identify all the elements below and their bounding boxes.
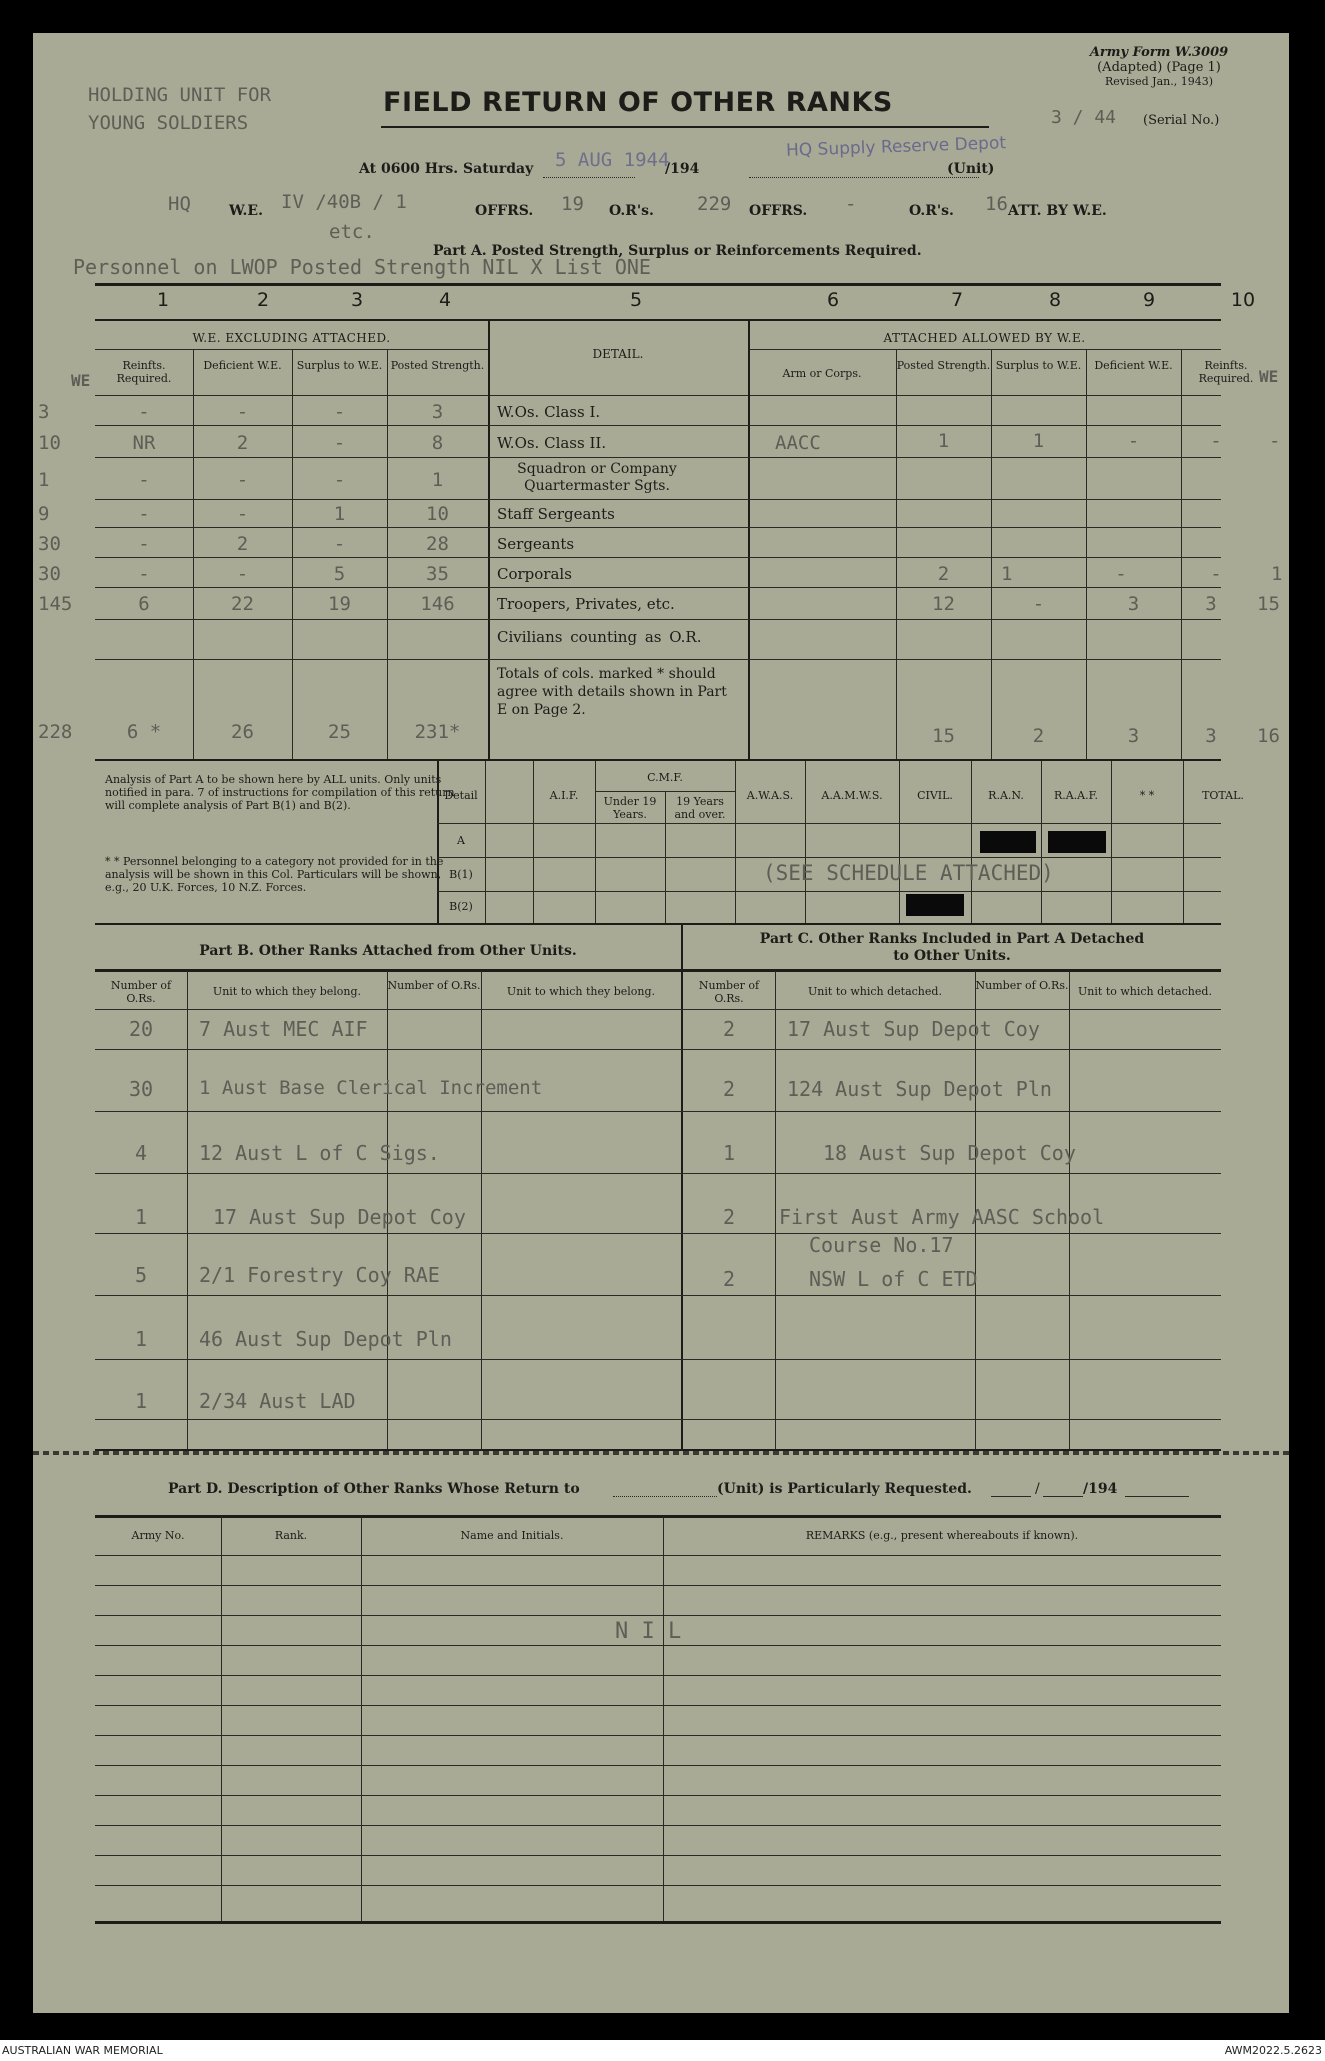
rule: [95, 1009, 1221, 1010]
row-b1-label: B(1): [449, 868, 473, 881]
cell: 146: [420, 593, 455, 615]
cell: 22: [231, 593, 254, 615]
detail-label: W.Os. Class II.: [497, 434, 607, 452]
rule: [663, 1517, 664, 1921]
rule: [95, 1885, 1221, 1886]
cell: -: [236, 503, 249, 525]
margin-we-left: WE: [71, 371, 91, 390]
part-c-num: 1: [722, 1141, 736, 1165]
cell: -: [138, 563, 150, 585]
part-c-num: 2: [722, 1205, 736, 1229]
form-paper: [33, 33, 1289, 2013]
rule: [437, 823, 1221, 824]
part-b-unit-header: Unit to which they belong.: [212, 985, 362, 998]
analysis-detail-header: Detail: [444, 789, 478, 802]
rule: [95, 395, 1221, 396]
serial-value: 3 / 44: [1051, 107, 1117, 128]
we-margin: 3: [38, 401, 50, 423]
detail-label: W.Os. Class I.: [497, 403, 601, 421]
part-c-num: 2: [722, 1017, 736, 1041]
part-d-slash: /: [1035, 1481, 1040, 1497]
hdr-att-surplus: Surplus to W.E.: [995, 359, 1082, 372]
holding-unit-stamp: [88, 81, 271, 137]
footer-institution: AUSTRALIAN WAR MEMORIAL: [2, 2044, 163, 2057]
detail-label: Staff Sergeants: [497, 505, 615, 523]
form-title: FIELD RETURN OF OTHER RANKS: [383, 87, 893, 118]
cell: 1: [1032, 430, 1045, 452]
rule: [95, 1705, 1221, 1706]
part-c-title: [683, 931, 1221, 965]
part-c-unit: Course No.17: [809, 1233, 954, 1257]
cell: -: [138, 401, 150, 423]
we-margin: 228: [38, 721, 73, 743]
rule: [533, 761, 534, 923]
ors-value: 229: [697, 193, 732, 215]
nil-entry: N I L: [615, 1619, 682, 1644]
ors-label: O.R's.: [609, 203, 654, 219]
rule: [95, 1111, 1221, 1112]
rule: [775, 971, 776, 1449]
army-form-block: [1043, 45, 1275, 88]
offrs-value: 19: [561, 193, 584, 215]
total-header: TOTAL.: [1202, 789, 1244, 802]
col-number: 1: [156, 289, 170, 311]
row-b2-label: B(2): [449, 900, 473, 913]
part-b-num: 5: [134, 1263, 148, 1287]
part-b-num: 1: [134, 1389, 148, 1413]
part-d-unit-line: [613, 1496, 717, 1497]
cell: 10: [426, 503, 449, 525]
col-number: 4: [438, 289, 452, 311]
cell: 35: [426, 563, 449, 585]
cell: 231*: [414, 721, 461, 743]
part-b-unit: 46 Aust Sup Depot Pln: [199, 1327, 452, 1351]
part-c-unit-header: Unit to which detached.: [808, 985, 942, 998]
rule: [437, 857, 1221, 858]
rule: [971, 761, 972, 923]
part-c-num: 2: [722, 1077, 736, 1101]
detail-label: Squadron or Company Quartermaster Sgts.: [517, 461, 677, 494]
part-d-date-line: [991, 1496, 1031, 1497]
part-b-num: 4: [134, 1141, 148, 1165]
rule: [899, 761, 900, 923]
rule: [95, 499, 1221, 500]
part-b-num: 20: [128, 1017, 154, 1041]
rule: [95, 1359, 1221, 1360]
group-left-header: W.E. EXCLUDING ATTACHED.: [192, 331, 391, 345]
part-a-bottom-rule: [95, 759, 1221, 761]
part-c-num-header-2: Number of O.Rs.: [975, 979, 1069, 992]
rule: [1041, 761, 1042, 923]
cell: -: [1115, 563, 1127, 585]
part-a-number-rule: [95, 319, 1221, 321]
we-label: W.E.: [229, 203, 263, 219]
we-value: IV /40B / 1: [281, 191, 407, 213]
rule: [187, 971, 188, 1449]
cell: -: [1127, 430, 1140, 452]
we-margin: 1: [38, 469, 50, 491]
cell: 2: [236, 533, 249, 555]
part-d-remarks-header: REMARKS (e.g., present whereabouts if known).: [805, 1529, 1079, 1542]
cell: 3: [1205, 593, 1217, 615]
part-b-unit: 2/1 Forestry Coy RAE: [199, 1263, 440, 1287]
rule: [95, 1795, 1221, 1796]
cell: -: [1032, 593, 1045, 615]
group-right-header: ATTACHED ALLOWED BY W.E.: [883, 331, 1086, 345]
footer-accession: AWM2022.5.2623: [1224, 2044, 1322, 2057]
cell: 5: [333, 563, 346, 585]
adapted-page: (Adapted) (Page 1): [1097, 60, 1221, 75]
part-c-title-line-1: Part C. Other Ranks Included in Part A Detached: [759, 931, 1145, 947]
col-number: 9: [1142, 289, 1156, 311]
we2-margin: 1: [1271, 563, 1283, 585]
detail-header: DETAIL.: [592, 347, 644, 361]
part-d-title-unit: (Unit) is Particularly Requested.: [717, 1481, 972, 1497]
rule: [95, 425, 1221, 426]
date-stamp: 5 AUG 1944: [555, 149, 670, 171]
rule: [95, 1419, 1221, 1420]
hdr-surplus: Surplus to W.E.: [296, 359, 383, 372]
cell: 28: [426, 533, 449, 555]
raaf-header: R.A.A.F.: [1053, 789, 1099, 802]
rule: [95, 1295, 1221, 1296]
rule: [95, 1233, 1221, 1234]
offrs2-label: OFFRS.: [749, 203, 808, 219]
we2-margin: 15: [1257, 593, 1280, 615]
part-b-unit: 17 Aust Sup Depot Coy: [213, 1205, 466, 1229]
unit-stamp: HQ Supply Reserve Depot: [785, 133, 1007, 161]
cell: -: [236, 563, 249, 585]
rule: [748, 321, 750, 759]
cell: 3: [1127, 725, 1140, 747]
cell: -: [333, 432, 346, 454]
hdr-arm-corps: Arm or Corps.: [782, 367, 862, 380]
part-c-title-line-2: to Other Units.: [893, 948, 1011, 964]
aamws-header: A.A.M.W.S.: [821, 789, 883, 802]
row-a-label: A: [457, 834, 465, 847]
cell: -: [138, 533, 150, 555]
we-prefix: HQ: [168, 193, 191, 215]
cell: 1: [1001, 563, 1013, 585]
rule: [95, 659, 1221, 660]
stamp-line-2: YOUNG SOLDIERS: [88, 112, 249, 134]
revised-date: Revised Jan., 1943): [1104, 75, 1214, 88]
col-number: 7: [950, 289, 964, 311]
part-a-top-rule: [95, 283, 1221, 286]
rule: [95, 1049, 1221, 1050]
part-b-unit: 7 Aust MEC AIF: [199, 1017, 368, 1041]
rule: [221, 1517, 222, 1921]
part-d-rank-header: Rank.: [274, 1529, 308, 1542]
we-margin: 10: [38, 432, 61, 454]
rule: [95, 1173, 1221, 1174]
part-c-unit: 17 Aust Sup Depot Coy: [787, 1017, 1040, 1041]
cmf-under19: Under 19 Years.: [603, 795, 657, 821]
rule: [595, 761, 596, 923]
col-number: 8: [1048, 289, 1062, 311]
analysis-note-2: * * Personnel belonging to a category not provided for in the analysis will be shown in this Col. Particulars will be shown, e.g., 20 U.K. Forces, 10 N.Z. Forces.: [105, 855, 444, 894]
rule: [95, 1645, 1221, 1646]
army-form-number: Army Form W.3009: [1089, 45, 1229, 60]
arm-corps: AACC: [775, 432, 821, 454]
cell: -: [333, 469, 346, 491]
rule: [437, 891, 1221, 892]
cell: -: [333, 533, 346, 555]
rule: [95, 1675, 1221, 1676]
rule: [95, 1735, 1221, 1736]
civil-header: CIVIL.: [917, 789, 953, 802]
we-margin: 30: [38, 563, 61, 585]
part-c-unit-header-2: Unit to which detached.: [1078, 985, 1212, 998]
part-c-unit: 18 Aust Sup Depot Coy: [823, 1141, 1076, 1165]
part-b-num-header: Number of O.Rs.: [110, 979, 172, 1005]
rule: [805, 761, 806, 923]
detail-label: Troopers, Privates, etc.: [497, 595, 675, 613]
rule: [95, 587, 1221, 588]
part-c-unit: NSW L of C ETD: [809, 1267, 978, 1291]
part-a-title: Part A. Posted Strength, Surplus or Reinforcements Required.: [433, 243, 922, 259]
cell: 6 *: [126, 721, 162, 743]
title-underline: [381, 126, 989, 128]
cell: -: [236, 401, 249, 423]
cell: 2: [1032, 725, 1045, 747]
part-c-unit: 124 Aust Sup Depot Pln: [787, 1077, 1052, 1101]
part-d-name-header: Name and Initials.: [460, 1529, 564, 1542]
part-b-unit: 1 Aust Base Clerical Increment: [199, 1077, 543, 1099]
offrs2-value: -: [845, 193, 857, 215]
aif-header: A.I.F.: [549, 789, 579, 802]
detail-label: Totals of cols. marked * should agree with details shown in Part E on Page 2.: [497, 666, 727, 718]
cell: 8: [431, 432, 444, 454]
schedule-note: (SEE SCHEDULE ATTACHED): [763, 861, 1054, 885]
cell: 3: [431, 401, 444, 423]
tear-line: [33, 1453, 1289, 1455]
rule: [748, 349, 1221, 350]
stamp-line-1: HOLDING UNIT FOR: [88, 84, 272, 106]
cell: 1: [937, 430, 950, 452]
col-number: 3: [350, 289, 364, 311]
rule: [488, 321, 490, 759]
detail-label: Sergeants: [497, 535, 575, 553]
part-c-num: 2: [722, 1267, 736, 1291]
rule: [95, 619, 1221, 620]
part-d-top-rule: [95, 1515, 1221, 1518]
part-a-col-numbers: [95, 289, 1256, 319]
detail-label: Corporals: [497, 565, 572, 583]
rule: [95, 1765, 1221, 1766]
we-margin: 145: [38, 593, 73, 615]
hdr-reinfts: Reinfts. Required.: [116, 359, 172, 385]
archive-footer: [0, 2040, 1325, 2061]
we-margin: 30: [38, 533, 61, 555]
part-c-unit: First Aust Army AASC School: [779, 1205, 1105, 1229]
redaction-block: [906, 894, 964, 916]
part-d-year: /194: [1083, 1481, 1118, 1497]
rule: [95, 1615, 1221, 1616]
rule: [1111, 761, 1112, 923]
awas-header: A.W.A.S.: [746, 789, 794, 802]
part-d-title: Part D. Description of Other Ranks Whose Return to: [168, 1481, 580, 1497]
ors2-value: 16: [985, 193, 1008, 215]
ran-header: R.A.N.: [988, 789, 1024, 802]
hdr-deficient: Deficient W.E.: [203, 359, 282, 372]
cell: 26: [231, 721, 254, 743]
analysis-note-1: Analysis of Part A to be shown here by ALL units. Only units notified in para. 7 of instructions for compilation of this return will complete analysis of Part B(1) and B(2).: [105, 773, 455, 812]
rule: [95, 1585, 1221, 1586]
rule: [95, 1555, 1221, 1556]
part-b-title: Part B. Other Ranks Attached from Other Units.: [199, 943, 577, 959]
unit-label: (Unit): [947, 161, 995, 177]
cell: 3: [1127, 593, 1140, 615]
cell: 2: [937, 563, 950, 585]
hdr-posted: Posted Strength.: [390, 359, 485, 372]
cell: 2: [236, 432, 249, 454]
part-b-unit: 12 Aust L of C Sigs.: [199, 1141, 440, 1165]
cell: 15: [932, 725, 955, 747]
part-d-year-line: [1125, 1496, 1189, 1497]
other-category-header: * *: [1139, 789, 1155, 802]
col-number: 10: [1230, 289, 1256, 311]
hdr-att-reinfts: Reinfts. Required.: [1198, 359, 1254, 385]
part-c-num-header: Number of O.Rs.: [698, 979, 760, 1005]
cell: 6: [138, 593, 150, 615]
at-hours-label: At 0600 Hrs. Saturday: [359, 161, 534, 177]
we2-margin: -: [1269, 430, 1281, 452]
redaction-block: [1048, 831, 1106, 853]
offrs-label: OFFRS.: [475, 203, 534, 219]
part-d-bottom-rule: [95, 1921, 1221, 1924]
analysis-bottom-rule: [95, 923, 1221, 925]
margin-we-right: WE: [1259, 367, 1279, 386]
date-dotted-line: [543, 177, 635, 178]
cell: 25: [328, 721, 351, 743]
part-d-army-header: Army No.: [131, 1529, 185, 1542]
col-number: 6: [826, 289, 840, 311]
rule: [1183, 761, 1184, 923]
part-b-num: 30: [128, 1077, 154, 1101]
ors2-label: O.R's.: [909, 203, 954, 219]
att-label: ATT. BY W.E.: [1008, 203, 1107, 219]
cell: 1: [333, 503, 346, 525]
rule: [95, 1855, 1221, 1856]
we2-margin: 16: [1257, 725, 1280, 747]
serial-label: (Serial No.): [1143, 113, 1220, 128]
hdr-att-posted: Posted Strength.: [896, 359, 991, 372]
redaction-block: [980, 831, 1036, 853]
rule: [361, 1517, 362, 1921]
cell: -: [333, 401, 346, 423]
part-d-date-line: [1043, 1496, 1083, 1497]
cell: 3: [1205, 725, 1217, 747]
rule: [1086, 349, 1087, 759]
rule: [95, 1825, 1221, 1826]
col-number: 5: [629, 289, 643, 311]
rule: [485, 761, 486, 923]
rule: [95, 527, 1221, 528]
cell: 1: [431, 469, 444, 491]
detail-label: Civilians counting as O.R.: [497, 628, 702, 646]
part-b-unit: 2/34 Aust LAD: [199, 1389, 356, 1413]
part-b-num-header-2: Number of O.Rs.: [387, 979, 481, 992]
cell: -: [236, 469, 249, 491]
cell: -: [1210, 430, 1222, 452]
rule: [95, 457, 1221, 458]
rule: [991, 349, 992, 759]
part-b-num: 1: [134, 1327, 148, 1351]
cell: 12: [932, 593, 955, 615]
cell: NR: [132, 432, 156, 454]
we-margin: 9: [38, 503, 50, 525]
part-b-unit-header-2: Unit to which they belong.: [506, 985, 656, 998]
we-etc: etc.: [329, 221, 375, 243]
cell: -: [138, 503, 150, 525]
col-number: 2: [256, 289, 270, 311]
rule: [735, 761, 736, 923]
lwop-note: Personnel on LWOP Posted Strength NIL X List ONE: [73, 255, 651, 279]
rule: [1181, 349, 1182, 759]
cell: 19: [328, 593, 351, 615]
rule: [896, 349, 897, 759]
hdr-att-deficient: Deficient W.E.: [1094, 359, 1173, 372]
cmf-over19: 19 Years and over.: [674, 795, 726, 821]
cell: -: [1210, 563, 1222, 585]
rule: [481, 971, 482, 1449]
rule: [95, 557, 1221, 558]
cmf-header: C.M.F.: [647, 771, 683, 784]
part-b-num: 1: [134, 1205, 148, 1229]
cell: -: [138, 469, 150, 491]
unit-dotted-line: [749, 177, 979, 178]
year-label: /194: [665, 161, 700, 177]
part-bc-header-rule: [95, 969, 1221, 972]
rule: [595, 791, 735, 792]
